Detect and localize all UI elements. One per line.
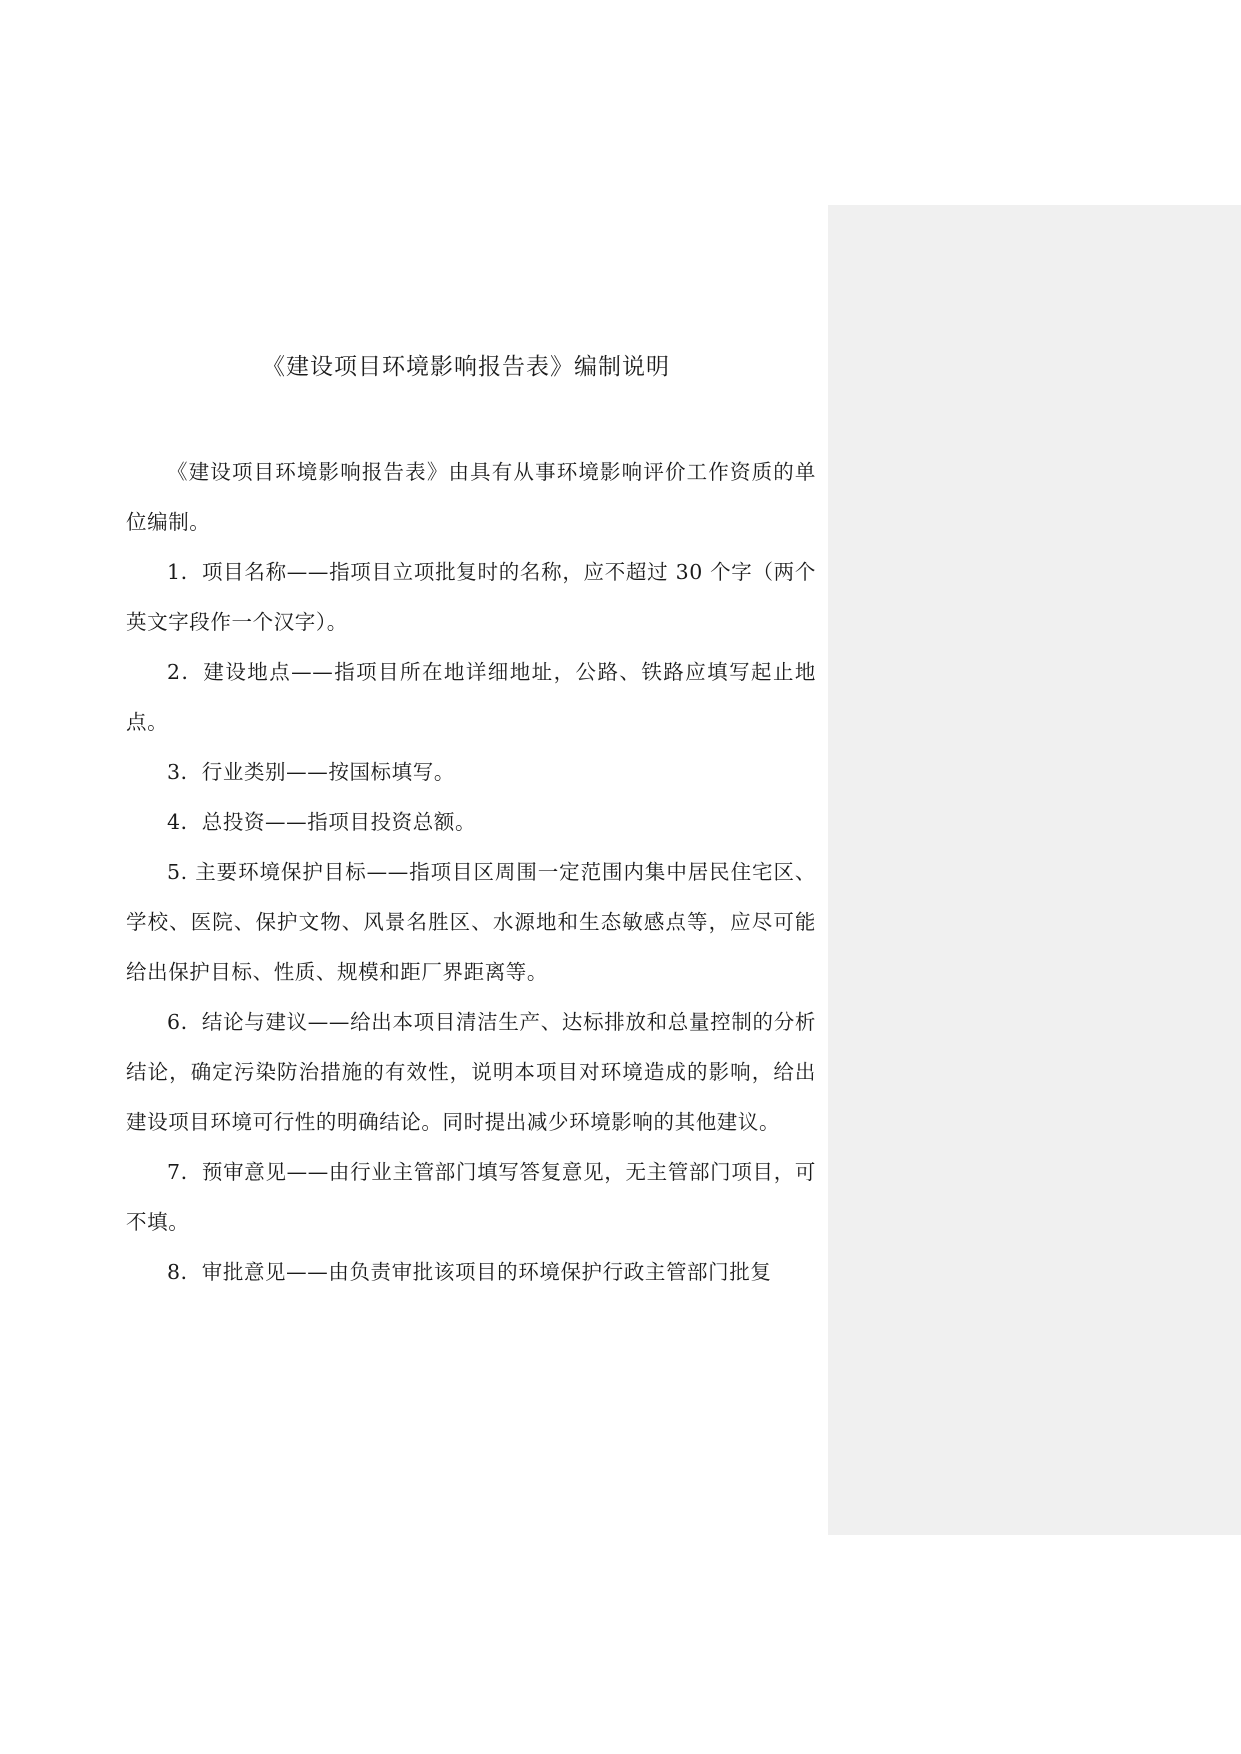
paragraph-intro: 《建设项目环境影响报告表》由具有从事环境影响评价工作资质的单位编制。: [126, 460, 816, 534]
paragraph-item-5: 5. 主要环境保护目标——指项目区周围一定范围内集中居民住宅区、学校、医院、保护文物、风景名胜区、水源地和生态敏感点等，应尽可能给出保护目标、性质、规模和距厂界距离等。: [126, 860, 816, 984]
paragraph-item-6: 6．结论与建议——给出本项目清洁生产、达标排放和总量控制的分析结论，确定污染防治措施的有效性，说明本项目对环境造成的影响，给出建设项目环境可行性的明确结论。同时提出减少环境影响的其他建议。: [126, 1010, 816, 1134]
paragraph-item-3: 3．行业类别——按国标填写。: [167, 760, 455, 784]
comment-margin-pane: [828, 205, 1241, 1535]
paragraph-item-8: 8．审批意见——由负责审批该项目的环境保护行政主管部门批复: [167, 1260, 772, 1284]
paragraph-item-2: 2．建设地点——指项目所在地详细地址，公路、铁路应填写起止地点。: [126, 660, 816, 734]
paragraph-item-1: 1．项目名称——指项目立项批复时的名称，应不超过 30 个字（两个英文字段作一个汉字）。: [126, 560, 816, 634]
document-title: 《建设项目环境影响报告表》编制说明: [262, 354, 670, 380]
document-body: [126, 447, 816, 1297]
paragraph-item-7: 7．预审意见——由行业主管部门填写答复意见，无主管部门项目，可不填。: [126, 1160, 816, 1234]
paragraph-item-4: 4．总投资——指项目投资总额。: [167, 810, 477, 834]
